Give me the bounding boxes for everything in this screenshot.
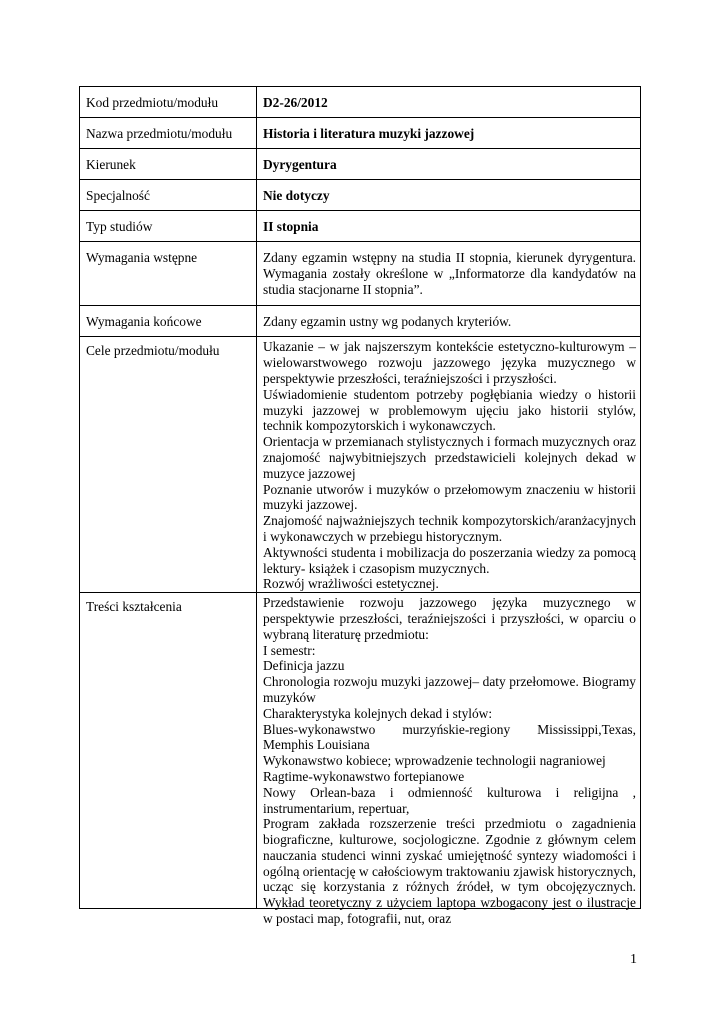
label-kod: Kod przedmiotu/modułu <box>86 95 219 110</box>
tresci-paragraph: I semestr: <box>263 642 316 658</box>
cele-paragraph: Rozwój wrażliwości estetycznej. <box>263 576 439 592</box>
row-cele <box>80 337 641 593</box>
tresci-paragraph: Wykonawstwo kobiece; wprowadzenie technologii nagraniowej <box>263 753 606 769</box>
tresci-paragraph: Program zakłada rozszerzenie treści przedmiotu o zagadnienia biograficzne, kulturowe, socjologiczne. Zgodnie z głównym celem nauczania studenci winni zyskać umiejętność syntezy wiadomości i ogólną orientację w całościowym traktowaniu zjawisk historycznych, ucząc się korzystania z różnych źródeł, w tym obcojęzycznych. Wykład teoretyczny z użyciem laptopa wzbogacony jest o ilustracje w postaci map, fotografii, nut, oraz <box>263 816 636 927</box>
value-kod: D2-26/2012 <box>263 95 328 110</box>
cele-paragraph: Poznanie utworów i muzyków o przełomowym znaczeniu w historii muzyki jazzowej. <box>263 481 636 513</box>
syllabus-table <box>79 86 641 927</box>
row-tresci <box>80 593 641 909</box>
cele-paragraph: Aktywności studenta i mobilizacja do poszerzania wiedzy za pomocą lektury- książek i czasopism muzycznych. <box>263 544 636 576</box>
label-typ: Typ studiów <box>86 219 153 234</box>
tresci-paragraph: Charakterystyka kolejnych dekad i stylów: <box>263 705 493 721</box>
cele-paragraph: Znajomość najważniejszych technik kompozytorskich/aranżacyjnych i wykonawczych w przebiegu historycznym. <box>263 513 636 544</box>
label-cele: Cele przedmiotu/modułu <box>86 343 220 359</box>
label-wymagania-koncowe: Wymagania końcowe <box>86 314 202 330</box>
row-typ <box>80 211 641 242</box>
value-wymagania-koncowe: Zdany egzamin ustny wg podanych kryteriów. <box>263 314 512 330</box>
label-specjalnosc: Specjalność <box>86 188 150 203</box>
row-specjalnosc <box>80 180 641 211</box>
row-kierunek <box>80 149 641 180</box>
row-wymagania-wstepne <box>80 242 641 306</box>
value-specjalnosc: Nie dotyczy <box>263 188 330 203</box>
page-number: 1 <box>630 952 637 967</box>
row-kod <box>80 87 641 118</box>
tresci-paragraph: Przedstawienie rozwoju jazzowego języka muzycznego w perspektywie przeszłości, teraźniejszości i przyszłości, w oparciu o wybraną literaturę przedmiotu: <box>263 595 636 642</box>
cele-paragraph: Orientacja w przemianach stylistycznych i formach muzycznych oraz znajomość najwybitniejszych przedstawicieli kolejnych dekad w muzyce jazzowej <box>263 434 636 481</box>
cele-paragraph: Ukazanie – w jak najszerszym kontekście estetyczno-kulturowym – wielowarstwowego rozwoju jazzowego języka muzycznego w perspektywie przeszłości, teraźniejszości i przyszłości. <box>263 339 636 386</box>
value-cele <box>263 337 636 592</box>
tresci-paragraph: Ragtime-wykonawstwo fortepianowe <box>263 768 465 784</box>
value-nazwa: Historia i literatura muzyki jazzowej <box>263 126 475 141</box>
tresci-paragraph: Definicja jazzu <box>263 658 345 674</box>
tresci-paragraph: Chronologia rozwoju muzyki jazzowej– daty przełomowe. Biogramy muzyków <box>263 674 636 705</box>
value-kierunek: Dyrygentura <box>263 157 337 172</box>
tresci-paragraph: Blues-wykonawstwo murzyńskie-regiony Mississippi,Texas, Memphis Louisiana <box>263 721 636 753</box>
value-tresci <box>263 593 636 927</box>
row-nazwa <box>80 118 641 149</box>
label-tresci: Treści kształcenia <box>86 599 182 615</box>
label-wymagania-wstepne: Wymagania wstępne <box>86 250 198 265</box>
tresci-paragraph: Nowy Orlean-baza i odmienność kulturowa i religijna , instrumentarium, repertuar, <box>263 784 636 816</box>
row-wymagania-koncowe <box>80 306 641 337</box>
cele-paragraph: Uświadomienie studentom potrzeby pogłębiania wiedzy o historii muzyki jazzowej w problemowym ujęciu jako historii stylów, technik kompozytorskich i wykonawczych. <box>263 386 636 434</box>
label-kierunek: Kierunek <box>86 157 136 172</box>
label-nazwa: Nazwa przedmiotu/modułu <box>86 126 233 141</box>
value-typ: II stopnia <box>263 219 319 234</box>
value-wymagania-wstepne: Zdany egzamin wstępny na studia II stopnia, kierunek dyrygentura. Wymagania zostały określone w „Informatorze dla kandydatów na studia stacjonarne II stopnia”. <box>263 250 636 297</box>
